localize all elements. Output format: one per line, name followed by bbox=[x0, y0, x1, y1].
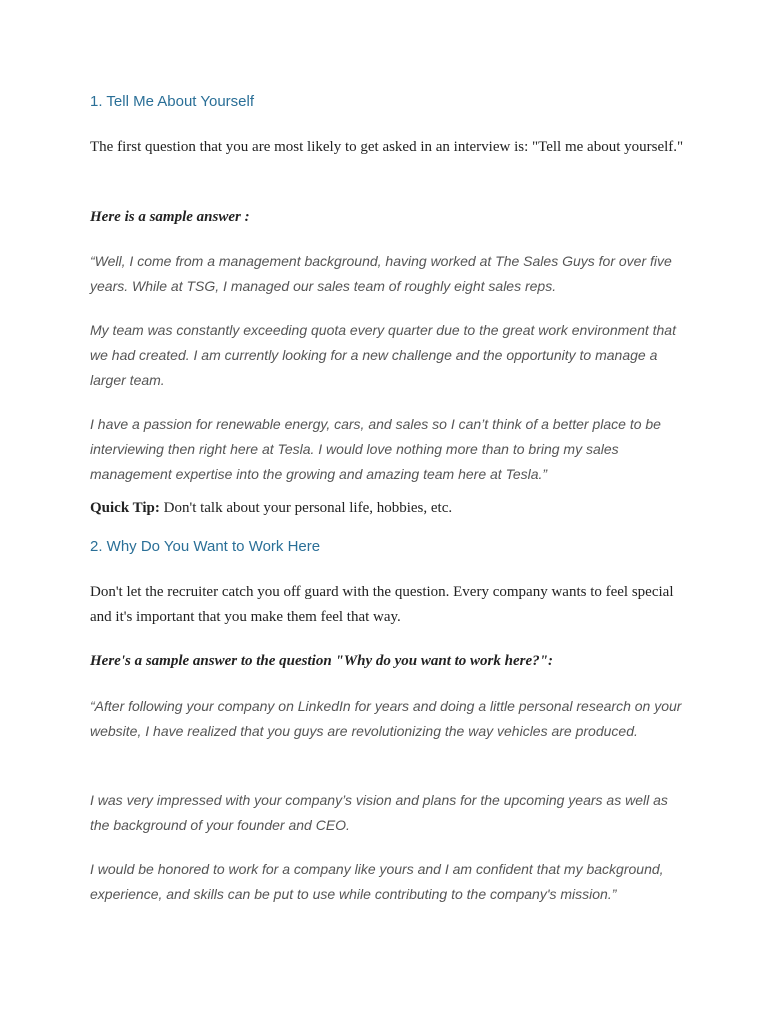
section-1-answer-paragraph-1: “Well, I come from a management background, having worked at The Sales Guys for over five years. While at TSG, I managed our sales team of roughly eight sales reps. bbox=[90, 253, 672, 294]
section-2-answer-paragraph-3: I would be honored to work for a company like yours and I am confident that my background, experience, and skills can be put to use while contributing to the company's mission.” bbox=[90, 861, 664, 902]
quick-tip-label: Quick Tip: bbox=[90, 500, 160, 516]
quick-tip bbox=[90, 496, 690, 521]
section-2-answer-paragraph-2: I was very impressed with your company’s vision and plans for the upcoming years as well as the background of your founder and CEO. bbox=[90, 792, 668, 833]
section-1-answer-paragraph-3: I have a passion for renewable energy, cars, and sales so I can’t think of a better place to be interviewing then right here at Tesla. I would love nothing more than to bring my sales management expertise into the growing and amazing team here at Tesla.” bbox=[90, 416, 661, 482]
section-2-heading: 2. Why Do You Want to Work Here bbox=[90, 538, 321, 555]
section-1-answer-paragraph-2: My team was constantly exceeding quota every quarter due to the great work environment that we had created. I am currently looking for a new challenge and the opportunity to manage a larger team. bbox=[90, 322, 676, 388]
section-2-intro: Don't let the recruiter catch you off guard with the question. Every company wants to feel special and it's important that you make them feel that way. bbox=[90, 584, 674, 625]
section-2-sample-label: Here's a sample answer to the question "Why do you want to work here?": bbox=[90, 653, 553, 669]
section-1-heading: 1. Tell Me About Yourself bbox=[90, 93, 255, 110]
section-1-sample-label: Here is a sample answer : bbox=[90, 209, 250, 225]
section-2-answer-paragraph-1: “After following your company on LinkedIn for years and doing a little personal research on your website, I have realized that you guys are revolutionizing the way vehicles are produced. bbox=[90, 698, 682, 739]
quick-tip-text: Don't talk about your personal life, hobbies, etc. bbox=[159, 500, 453, 516]
section-1-intro: The first question that you are most likely to get asked in an interview is: "Tell me about yourself." bbox=[90, 139, 684, 155]
